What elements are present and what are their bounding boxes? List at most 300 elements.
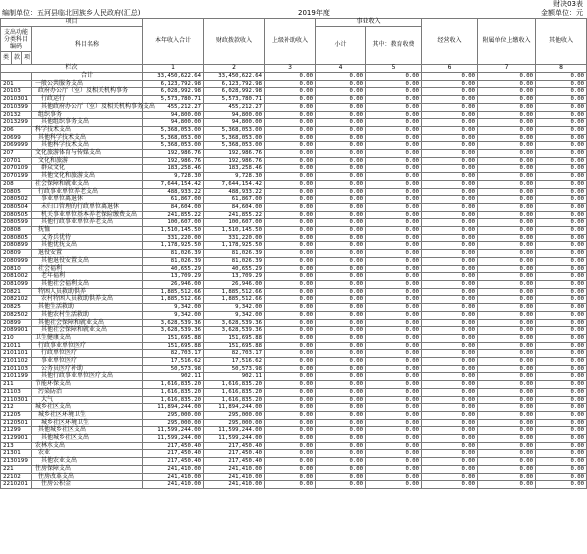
amount-cell: 0.00	[422, 288, 478, 296]
subject-name: 住房保障支出	[32, 465, 143, 473]
subject-code: 201	[1, 80, 32, 88]
amount-cell: 0.00	[265, 242, 316, 250]
amount-cell: 0.00	[536, 288, 587, 296]
amount-cell: 0.00	[478, 396, 536, 404]
amount-cell: 0.00	[422, 280, 478, 288]
amount-cell: 0.00	[422, 419, 478, 427]
amount-cell: 0.00	[265, 150, 316, 158]
subject-code: 20810	[1, 265, 32, 273]
amount-cell: 9,728.30	[204, 173, 265, 181]
amount-cell: 0.00	[265, 250, 316, 258]
amount-cell: 82,703.17	[143, 350, 204, 358]
amount-cell: 1,885,512.66	[204, 288, 265, 296]
subject-code: 2080999	[1, 257, 32, 265]
amount-cell: 0.00	[316, 142, 366, 150]
table-row	[1, 296, 587, 304]
amount-cell: 50,573.98	[204, 365, 265, 373]
amount-cell: 902.11	[143, 373, 204, 381]
subject-name: 行政事业单位医疗	[32, 342, 143, 350]
amount-cell: 217,450.40	[204, 442, 265, 450]
amount-cell: 0.00	[265, 342, 316, 350]
amount-cell: 217,450.40	[143, 450, 204, 458]
amount-cell: 0.00	[316, 334, 366, 342]
amount-cell: 0.00	[422, 458, 478, 466]
amount-cell: 0.00	[422, 242, 478, 250]
amount-cell: 0.00	[478, 473, 536, 481]
header-kind: 类	[1, 52, 12, 65]
amount-cell: 0.00	[478, 381, 536, 389]
amount-cell: 0.00	[478, 450, 536, 458]
amount-cell: 33,450,622.64	[204, 73, 265, 81]
table-row	[1, 234, 587, 242]
amount-cell: 0.00	[536, 211, 587, 219]
table-row	[1, 203, 587, 211]
amount-cell: 1,885,512.66	[143, 288, 204, 296]
amount-cell: 0.00	[366, 250, 422, 258]
amount-cell: 0.00	[478, 304, 536, 312]
amount-cell: 0.00	[265, 465, 316, 473]
subject-name: 公务员医疗补助	[32, 365, 143, 373]
subject-name: 其他农村生活救助	[32, 311, 143, 319]
amount-cell: 0.00	[422, 442, 478, 450]
amount-cell: 0.00	[536, 411, 587, 419]
amount-cell: 13,709.29	[143, 273, 204, 281]
header-item: 项	[22, 52, 32, 65]
amount-cell: 0.00	[366, 311, 422, 319]
amount-cell: 9,342.00	[143, 304, 204, 312]
subject-name: 其他社会保障和就业支出	[32, 319, 143, 327]
amount-cell: 0.00	[478, 280, 536, 288]
amount-cell: 192,986.76	[204, 157, 265, 165]
amount-cell: 0.00	[536, 273, 587, 281]
column-index: 3	[265, 65, 316, 73]
table-row	[1, 381, 587, 389]
table-row	[1, 157, 587, 165]
amount-cell: 0.00	[422, 404, 478, 412]
table-row	[1, 334, 587, 342]
column-index: 8	[536, 65, 587, 73]
amount-cell: 0.00	[536, 150, 587, 158]
subject-code: 2013299	[1, 119, 32, 127]
amount-cell: 0.00	[478, 319, 536, 327]
header-code: 支出功能分类科目编码	[1, 27, 32, 52]
amount-cell: 0.00	[366, 219, 422, 227]
amount-cell: 241,410.00	[143, 473, 204, 481]
currency-unit: 金额单位：元	[541, 9, 583, 17]
subject-code: 2081099	[1, 280, 32, 288]
table-row	[1, 126, 587, 134]
amount-cell: 0.00	[316, 304, 366, 312]
amount-cell: 0.00	[478, 365, 536, 373]
amount-cell: 0.00	[366, 365, 422, 373]
amount-cell: 0.00	[316, 419, 366, 427]
amount-cell: 0.00	[366, 111, 422, 119]
subject-name: 城乡社区环境卫生	[32, 419, 143, 427]
table-row	[1, 350, 587, 358]
amount-cell: 0.00	[316, 250, 366, 258]
subject-name: 未归口管理的行政单位离退休	[32, 203, 143, 211]
subject-code: 22102	[1, 473, 32, 481]
amount-cell: 0.00	[366, 211, 422, 219]
table-row	[1, 242, 587, 250]
amount-cell: 11,599,244.00	[204, 435, 265, 443]
amount-cell: 0.00	[366, 373, 422, 381]
subject-code: 2110301	[1, 396, 32, 404]
amount-cell: 0.00	[316, 96, 366, 104]
subject-code: 2082502	[1, 311, 32, 319]
amount-cell: 40,655.29	[143, 265, 204, 273]
amount-cell: 0.00	[265, 442, 316, 450]
amount-cell: 0.00	[265, 165, 316, 173]
amount-cell: 0.00	[478, 435, 536, 443]
amount-cell: 0.00	[366, 103, 422, 111]
amount-cell: 0.00	[478, 442, 536, 450]
subject-code: 20809	[1, 250, 32, 258]
amount-cell: 0.00	[536, 173, 587, 181]
amount-cell: 0.00	[265, 142, 316, 150]
amount-cell: 1,616,835.20	[143, 388, 204, 396]
amount-cell: 0.00	[536, 250, 587, 258]
amount-cell: 0.00	[316, 435, 366, 443]
amount-cell: 9,728.30	[143, 173, 204, 181]
amount-cell: 0.00	[265, 134, 316, 142]
amount-cell: 0.00	[265, 458, 316, 466]
amount-cell: 0.00	[478, 465, 536, 473]
amount-cell: 0.00	[536, 465, 587, 473]
amount-cell: 0.00	[316, 180, 366, 188]
amount-cell: 0.00	[316, 404, 366, 412]
amount-cell: 0.00	[316, 280, 366, 288]
table-row	[1, 435, 587, 443]
amount-cell: 0.00	[478, 88, 536, 96]
amount-cell: 0.00	[478, 350, 536, 358]
amount-cell: 192,986.76	[143, 157, 204, 165]
column-index: 6	[422, 65, 478, 73]
amount-cell: 0.00	[316, 350, 366, 358]
amount-cell: 0.00	[265, 304, 316, 312]
amount-cell: 94,800.00	[204, 111, 265, 119]
subject-name: 组织事务	[32, 111, 143, 119]
header-subtotal: 小计	[316, 27, 366, 65]
header-education: 其中：教育收费	[366, 27, 422, 65]
amount-cell: 0.00	[366, 142, 422, 150]
amount-cell: 0.00	[316, 396, 366, 404]
amount-cell: 0.00	[265, 265, 316, 273]
subject-code: 20825	[1, 304, 32, 312]
amount-cell: 0.00	[265, 103, 316, 111]
amount-cell: 0.00	[265, 327, 316, 335]
amount-cell: 0.00	[366, 481, 422, 489]
subject-code: 2080504	[1, 203, 32, 211]
amount-cell: 0.00	[366, 350, 422, 358]
amount-cell: 5,368,053.00	[204, 134, 265, 142]
amount-cell: 0.00	[366, 157, 422, 165]
amount-cell: 0.00	[316, 203, 366, 211]
subject-code: 2120501	[1, 419, 32, 427]
amount-cell: 0.00	[422, 119, 478, 127]
amount-cell: 0.00	[422, 481, 478, 489]
amount-cell: 0.00	[366, 419, 422, 427]
amount-cell: 0.00	[536, 80, 587, 88]
header-business: 事业收入	[316, 19, 422, 27]
subject-name: 城乡社区环境卫生	[32, 411, 143, 419]
amount-cell: 0.00	[422, 427, 478, 435]
subject-name: 行政运行	[32, 96, 143, 104]
amount-cell: 0.00	[478, 73, 536, 81]
amount-cell: 0.00	[478, 404, 536, 412]
amount-cell: 11,599,244.00	[143, 427, 204, 435]
amount-cell: 0.00	[265, 288, 316, 296]
amount-cell: 0.00	[422, 350, 478, 358]
amount-cell: 0.00	[316, 465, 366, 473]
subject-code: 20899	[1, 319, 32, 327]
amount-cell: 0.00	[265, 80, 316, 88]
amount-cell: 0.00	[366, 381, 422, 389]
amount-cell: 0.00	[478, 411, 536, 419]
amount-cell: 0.00	[265, 96, 316, 104]
amount-cell: 0.00	[536, 257, 587, 265]
amount-cell: 0.00	[422, 365, 478, 373]
amount-cell: 0.00	[478, 288, 536, 296]
amount-cell: 0.00	[478, 334, 536, 342]
amount-cell: 0.00	[265, 396, 316, 404]
amount-cell: 0.00	[536, 219, 587, 227]
amount-cell: 0.00	[366, 242, 422, 250]
amount-cell: 5,573,780.71	[143, 96, 204, 104]
amount-cell: 0.00	[536, 334, 587, 342]
table-row	[1, 450, 587, 458]
amount-cell: 0.00	[536, 304, 587, 312]
subject-name: 合计	[32, 73, 143, 81]
amount-cell: 0.00	[536, 203, 587, 211]
amount-cell: 0.00	[366, 265, 422, 273]
amount-cell: 0.00	[536, 126, 587, 134]
amount-cell: 0.00	[478, 165, 536, 173]
subject-code: 213	[1, 442, 32, 450]
amount-cell: 0.00	[422, 88, 478, 96]
subject-name: 老年福利	[32, 273, 143, 281]
table-row	[1, 327, 587, 335]
header-section: 款	[12, 52, 22, 65]
amount-cell: 0.00	[316, 473, 366, 481]
amount-cell: 26,946.00	[204, 280, 265, 288]
amount-cell: 0.00	[422, 80, 478, 88]
amount-cell: 0.00	[478, 296, 536, 304]
amount-cell: 0.00	[422, 111, 478, 119]
subject-code: 21205	[1, 411, 32, 419]
amount-cell: 0.00	[478, 250, 536, 258]
amount-cell: 0.00	[366, 358, 422, 366]
amount-cell: 1,616,835.20	[204, 388, 265, 396]
amount-cell: 0.00	[422, 396, 478, 404]
amount-cell: 151,695.88	[143, 334, 204, 342]
amount-cell: 0.00	[422, 126, 478, 134]
table-row	[1, 419, 587, 427]
table-row	[1, 219, 587, 227]
subject-code: 2080599	[1, 219, 32, 227]
amount-cell: 0.00	[422, 96, 478, 104]
subject-name: 其他生活救助	[32, 304, 143, 312]
amount-cell: 295,000.00	[204, 411, 265, 419]
amount-cell: 7,644,154.42	[204, 180, 265, 188]
subject-code: 20132	[1, 111, 32, 119]
amount-cell: 0.00	[366, 411, 422, 419]
amount-cell: 0.00	[422, 234, 478, 242]
subject-code: 2080805	[1, 234, 32, 242]
amount-cell: 0.00	[366, 388, 422, 396]
amount-cell: 0.00	[478, 134, 536, 142]
amount-cell: 0.00	[422, 273, 478, 281]
amount-cell: 0.00	[316, 111, 366, 119]
amount-cell: 0.00	[316, 358, 366, 366]
amount-cell: 0.00	[316, 211, 366, 219]
amount-cell: 0.00	[366, 188, 422, 196]
header-name: 科目名称	[32, 27, 143, 65]
amount-cell: 1,510,145.50	[143, 227, 204, 235]
amount-cell: 0.00	[366, 80, 422, 88]
subject-code: 2101102	[1, 358, 32, 366]
amount-cell: 0.00	[265, 73, 316, 81]
subject-name: 农林水支出	[32, 442, 143, 450]
subject-code: 2210201	[1, 481, 32, 489]
table-row	[1, 473, 587, 481]
amount-cell: 0.00	[536, 134, 587, 142]
amount-cell: 0.00	[265, 203, 316, 211]
column-index: 7	[478, 65, 536, 73]
amount-cell: 0.00	[366, 126, 422, 134]
subject-code: 21299	[1, 427, 32, 435]
amount-cell: 0.00	[265, 227, 316, 235]
amount-cell: 0.00	[316, 242, 366, 250]
subject-name: 其他科学技术支出	[32, 142, 143, 150]
amount-cell: 0.00	[478, 119, 536, 127]
amount-cell: 1,885,512.66	[143, 296, 204, 304]
amount-cell: 0.00	[536, 296, 587, 304]
amount-cell: 0.00	[316, 103, 366, 111]
table-row	[1, 342, 587, 350]
amount-cell: 0.00	[422, 250, 478, 258]
amount-cell: 0.00	[366, 234, 422, 242]
header-affiliate: 附属单位上缴收入	[478, 19, 536, 65]
amount-cell: 0.00	[478, 234, 536, 242]
amount-cell: 0.00	[316, 296, 366, 304]
amount-cell: 331,220.00	[143, 234, 204, 242]
amount-cell: 0.00	[536, 196, 587, 204]
amount-cell: 5,368,053.00	[143, 142, 204, 150]
amount-cell: 0.00	[422, 327, 478, 335]
table-row	[1, 458, 587, 466]
subject-name: 其他城乡社区支出	[32, 435, 143, 443]
amount-cell: 0.00	[366, 450, 422, 458]
subject-name: 文化旅游体育与传媒支出	[32, 150, 143, 158]
subject-name: 节能环保支出	[32, 381, 143, 389]
amount-cell: 0.00	[536, 481, 587, 489]
amount-cell: 0.00	[422, 173, 478, 181]
amount-cell: 0.00	[265, 334, 316, 342]
amount-cell: 151,695.88	[204, 342, 265, 350]
amount-cell: 0.00	[265, 419, 316, 427]
amount-cell: 183,258.46	[143, 165, 204, 173]
column-index: 5	[366, 65, 422, 73]
table-row	[1, 373, 587, 381]
amount-cell: 94,800.00	[143, 111, 204, 119]
amount-cell: 81,026.39	[204, 257, 265, 265]
amount-cell: 0.00	[316, 126, 366, 134]
amount-cell: 0.00	[422, 388, 478, 396]
amount-cell: 0.00	[366, 296, 422, 304]
amount-cell: 488,933.22	[204, 188, 265, 196]
table-row	[1, 442, 587, 450]
amount-cell: 241,410.00	[204, 473, 265, 481]
amount-cell: 1,616,835.20	[143, 381, 204, 389]
header-row-1	[1, 19, 587, 27]
amount-cell: 0.00	[265, 157, 316, 165]
header-fiscal: 财政拨款收入	[204, 19, 265, 65]
amount-cell: 0.00	[422, 304, 478, 312]
amount-cell: 0.00	[536, 381, 587, 389]
amount-cell: 241,410.00	[204, 465, 265, 473]
amount-cell: 0.00	[316, 481, 366, 489]
subject-code: 2101199	[1, 373, 32, 381]
amount-cell: 11,894,244.00	[143, 404, 204, 412]
amount-cell: 0.00	[478, 265, 536, 273]
amount-cell: 0.00	[422, 150, 478, 158]
amount-cell: 1,616,835.20	[143, 396, 204, 404]
amount-cell: 0.00	[366, 334, 422, 342]
amount-cell: 0.00	[422, 73, 478, 81]
amount-cell: 241,410.00	[143, 481, 204, 489]
amount-cell: 81,026.39	[204, 250, 265, 258]
amount-cell: 0.00	[316, 227, 366, 235]
amount-cell: 40,655.29	[204, 265, 265, 273]
amount-cell: 0.00	[536, 396, 587, 404]
amount-cell: 0.00	[422, 435, 478, 443]
amount-cell: 0.00	[478, 80, 536, 88]
amount-cell: 0.00	[316, 119, 366, 127]
amount-cell: 0.00	[422, 134, 478, 142]
table-row	[1, 311, 587, 319]
amount-cell: 0.00	[316, 458, 366, 466]
amount-cell: 0.00	[265, 358, 316, 366]
amount-cell: 0.00	[316, 134, 366, 142]
subject-code: 207	[1, 150, 32, 158]
subject-name: 社会保障和就业支出	[32, 180, 143, 188]
subject-code: 210	[1, 334, 32, 342]
header-operating: 经营收入	[422, 19, 478, 65]
amount-cell: 0.00	[366, 427, 422, 435]
amount-cell: 0.00	[478, 227, 536, 235]
amount-cell: 241,410.00	[204, 481, 265, 489]
table-row	[1, 404, 587, 412]
amount-cell: 0.00	[536, 358, 587, 366]
amount-cell: 0.00	[316, 165, 366, 173]
amount-cell: 0.00	[366, 227, 422, 235]
amount-cell: 0.00	[536, 342, 587, 350]
amount-cell: 0.00	[422, 188, 478, 196]
amount-cell: 0.00	[422, 219, 478, 227]
amount-cell: 50,573.98	[143, 365, 204, 373]
amount-cell: 82,703.17	[204, 350, 265, 358]
subject-code: 2069999	[1, 142, 32, 150]
table-row	[1, 227, 587, 235]
amount-cell: 241,855.22	[143, 211, 204, 219]
amount-cell: 0.00	[422, 203, 478, 211]
subject-name: 行政单位医疗	[32, 350, 143, 358]
amount-cell: 0.00	[316, 442, 366, 450]
subject-code: 212	[1, 404, 32, 412]
amount-cell: 11,894,244.00	[204, 404, 265, 412]
amount-cell: 0.00	[478, 257, 536, 265]
